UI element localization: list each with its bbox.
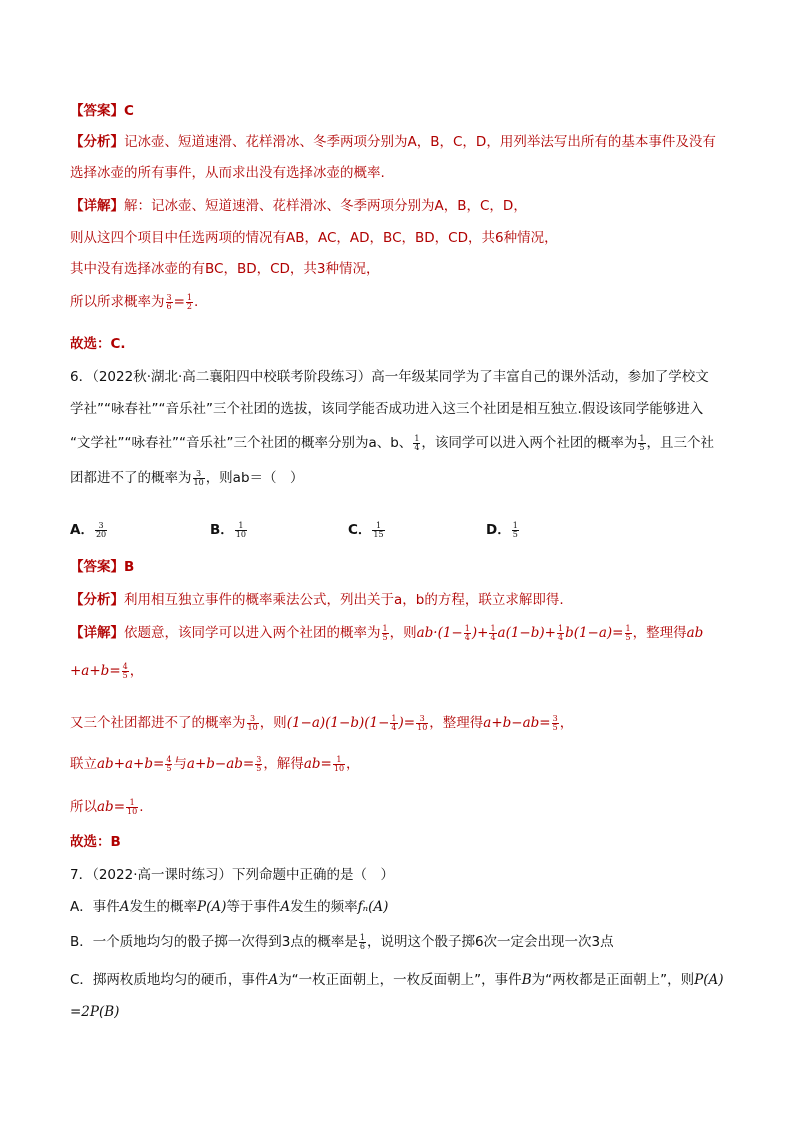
fraction: $\frac{1}{5}$ (625, 623, 631, 642)
q5-choice-line (70, 334, 724, 354)
fraction: $\frac{3}{5}$ (552, 713, 558, 732)
analysis-text: 利用相互独立事件的概率乘法公式，列出关于a，b的方程，联立求解即得. (124, 592, 564, 608)
q7-option-c-line-2: =2P(B) (70, 1004, 120, 1020)
fraction: $\frac{1}{5}$ (639, 433, 645, 452)
option-c[interactable]: C． $\frac{1}{15}$ (348, 520, 384, 539)
fraction: $\frac{1}{4}$ (557, 623, 564, 642)
q6-stem-line-1 (70, 367, 724, 387)
question-text: 团都进不了的概率为 (70, 470, 192, 486)
analysis-tag: 【分析】 (70, 134, 124, 150)
q6-choice-line (70, 832, 724, 852)
q6-detail-line-5: 所以ab= $\frac{1}{10}$ . (70, 797, 144, 816)
fraction: $\frac{1}{4}$ (414, 433, 420, 452)
fraction: $\frac{3}{6}$ (166, 292, 172, 311)
question-text: “文学社”“咏春社”“音乐社”三个社团的概率分别为a、b、 (70, 435, 413, 451)
q7-stem-line (70, 865, 724, 885)
q6-detail-line-4: 联立ab+a+b= $\frac{4}{5}$ 与a+b−ab= $\frac{3}{5}$ ，解得ab= $\frac{1}{10}$ ， (70, 754, 360, 773)
choice-label: 故选：C. (70, 336, 126, 352)
fraction: $\frac{3}{10}$ (247, 713, 258, 732)
fraction: $\frac{3}{5}$ (256, 754, 262, 773)
question-text: 7．（2022·高一课时练习）下列命题中正确的是（ ） (70, 867, 394, 883)
q6-detail-line-2: +a+b= $\frac{4}{5}$ ， (70, 661, 144, 680)
fraction: $\frac{3}{10}$ (417, 713, 428, 732)
fraction: $\frac{1}{10}$ (333, 754, 345, 773)
q7-option-a[interactable]: A．事件A发生的概率P(A)等于事件A发生的频率fₙ(A) (70, 899, 389, 915)
q5-detail-line-3 (70, 259, 724, 279)
fraction: $\frac{1}{4}$ (464, 623, 470, 642)
detail-tag: 【详解】 (70, 625, 124, 641)
detail-text: 其中没有选择冰壶的有BC，BD，CD，共3种情况， (70, 261, 380, 277)
fraction: $\frac{4}{5}$ (166, 754, 172, 773)
q6-analysis-line (70, 590, 724, 610)
fraction: $\frac{1}{10}$ (235, 520, 246, 539)
fraction: $\frac{1}{5}$ (512, 520, 518, 539)
detail-tag: 【详解】 (70, 198, 124, 214)
question-text: 6．（2022秋·湖北·高二襄阳四中校联考阶段练习）高一年级某同学为了丰富自己的课外活动，参加了学校文 (70, 369, 709, 385)
q5-answer-line (70, 101, 724, 121)
fraction: $\frac{1}{10}$ (127, 797, 138, 816)
question-text: 学社”“咏春社”“音乐社”三个社团的选拔，该同学能否成功进入这三个社团是相互独立.假设该同学能够进入 (70, 401, 704, 417)
q7-option-b[interactable]: B．一个质地均匀的骰子掷一次得到3点的概率是 $\frac{1}{6}$ ，说明这个骰子掷6次一定会出现一次3点 (70, 932, 614, 951)
q6-detail-line-3: 又三个社团都进不了的概率为 $\frac{3}{10}$ ，则(1−a)(1−b)(1− $\frac{1}{4}$ )= $\frac{3}{10}$ ，整理得a+b−ab= $\frac{3}{5}$ ， (70, 713, 574, 732)
fraction: $\frac{4}{5}$ (122, 661, 128, 680)
q5-analysis-line-2 (70, 163, 724, 183)
analysis-text: 选择冰壶的所有事件，从而求出没有选择冰壶的概率. (70, 165, 385, 181)
option-a[interactable]: A． $\frac{3}{20}$ (70, 520, 107, 539)
detail-text: 解：记冰壶、短道速滑、花样滑冰、冬季两项分别为A，B，C，D， (124, 198, 527, 214)
fraction: $\frac{3}{10}$ (193, 468, 204, 487)
fraction: $\frac{1}{5}$ (382, 623, 388, 642)
fraction: $\frac{1}{6}$ (359, 932, 365, 951)
q6-stem-line-3: “文学社”“咏春社”“音乐社”三个社团的概率分别为a、b、 $\frac{1}{4}$ ，该同学可以进入两个社团的概率为 $\frac{1}{5}$ ，且三个社 (70, 433, 714, 452)
option-b[interactable]: B． $\frac{1}{10}$ (210, 520, 246, 539)
q7-option-c-line-1[interactable]: C．掷两枚质地均匀的硬币，事件A为“一枚正面朝上，一枚反面朝上”，事件B为“两枚都是正面朝上”，则P(A) (70, 972, 724, 988)
q6-detail-line-1: 【详解】依题意，该同学可以进入两个社团的概率为 $\frac{1}{5}$ ，则ab·(1− $\frac{1}{4}$ )+ $\frac{1}{4}$ a(1−b)+ $\frac{1}{4}$ b(1−a)= $\frac{1}{5}$ ，整理得ab (70, 623, 704, 642)
q5-detail-line-1 (70, 196, 724, 216)
detail-text: 则从这四个项目中任选两项的情况有AB，AC，AD，BC，BD，CD，共6种情况， (70, 230, 558, 246)
analysis-tag: 【分析】 (70, 592, 124, 608)
fraction: $\frac{3}{20}$ (95, 520, 107, 539)
q5-detail-line-2 (70, 228, 724, 248)
answer-value: C (124, 103, 134, 119)
answer-value: B (124, 559, 135, 575)
fraction: $\frac{1}{4}$ (391, 713, 397, 732)
detail-text: 所以所求概率为 (70, 294, 165, 310)
fraction: $\frac{1}{15}$ (373, 520, 384, 539)
answer-tag: 【答案】 (70, 103, 124, 119)
q6-stem-line-4: 团都进不了的概率为 $\frac{3}{10}$ ，则ab＝（ ） (70, 468, 304, 487)
q5-detail-line-4: 所以所求概率为 $\frac{3}{6}$ = $\frac{1}{2}$ . (70, 292, 199, 311)
analysis-text: 记冰壶、短道速滑、花样滑冰、冬季两项分别为A，B，C，D，用列举法写出所有的基本事件及没有 (124, 134, 716, 150)
q6-answer-line (70, 557, 724, 577)
fraction: $\frac{1}{4}$ (490, 623, 496, 642)
q6-stem-line-2 (70, 399, 724, 419)
choice-label: 故选：B (70, 834, 121, 850)
q5-analysis-line-1 (70, 132, 724, 152)
answer-tag: 【答案】 (70, 559, 124, 575)
option-d[interactable]: D． $\frac{1}{5}$ (486, 520, 518, 539)
fraction: $\frac{1}{2}$ (186, 292, 192, 311)
